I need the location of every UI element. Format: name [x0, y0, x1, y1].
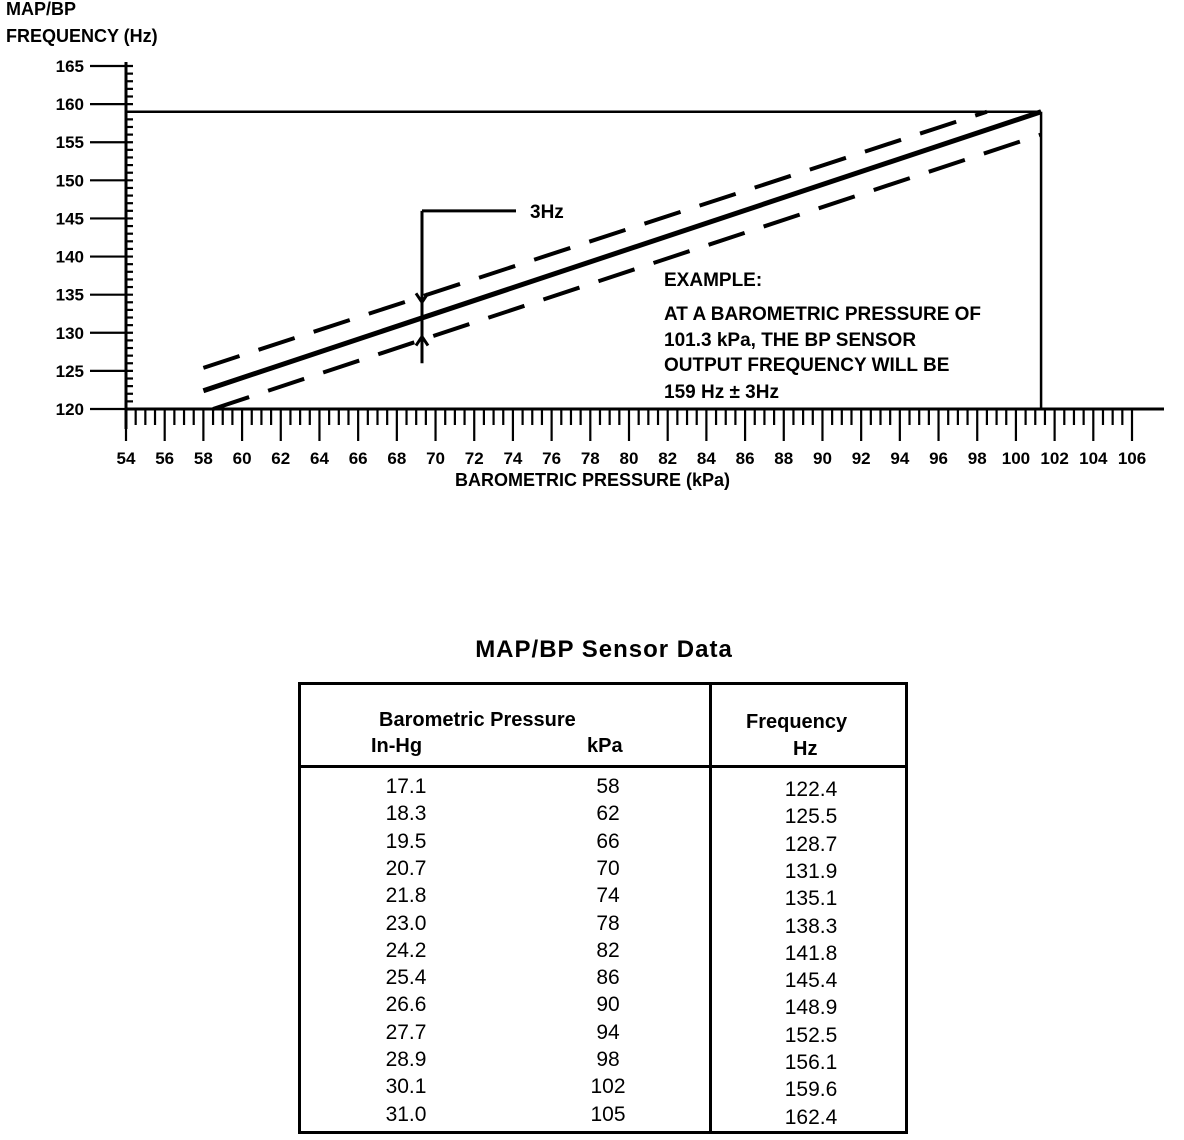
x-tick-label: 90	[813, 449, 832, 468]
table-cell-hz: 159.6	[784, 1078, 838, 1102]
table-cell-inhg: 21.8	[385, 884, 427, 908]
table-cell-kpa: 82	[596, 938, 620, 962]
header-hz: Hz	[793, 738, 818, 760]
x-tick-label: 80	[619, 449, 639, 468]
y-tick-label: 120	[55, 400, 84, 419]
y-tick-label: 130	[55, 323, 84, 343]
y-axis-title-line1: MAP/BP	[6, 0, 77, 19]
x-tick-label: 86	[735, 449, 755, 468]
x-tick-label: 70	[426, 449, 445, 468]
x-tick-label: 106	[1117, 449, 1147, 468]
x-tick-label: 54	[116, 449, 136, 468]
x-tick-label: 58	[193, 449, 213, 468]
table-cell-inhg: 24.2	[385, 938, 427, 962]
sensor-data-table	[298, 682, 908, 1134]
x-tick-label: 104	[1079, 449, 1108, 468]
table-cell-inhg: 17.1	[385, 775, 427, 798]
x-tick-label: 94	[890, 449, 910, 468]
table-cell-hz: 128.7	[784, 832, 838, 856]
table-cell-hz: 141.8	[784, 941, 838, 965]
y-axis-title-line2: FREQUENCY (Hz)	[6, 26, 158, 46]
x-tick-label: 56	[155, 449, 175, 468]
x-tick-label: 100	[1001, 449, 1031, 468]
x-tick-label: 88	[774, 449, 794, 468]
y-tick-label: 135	[55, 285, 84, 305]
x-tick-labels	[117, 449, 1147, 468]
x-tick-label: 68	[387, 449, 407, 468]
table-cell-inhg: 28.9	[385, 1048, 427, 1071]
table-cell-hz: 162.4	[784, 1105, 838, 1129]
y-tick-label: 165	[55, 57, 84, 76]
table-cell-kpa: 98	[596, 1048, 620, 1071]
annotation-line: AT A BAROMETRIC PRESSURE OF	[664, 304, 982, 325]
table-cell-hz: 122.4	[784, 778, 838, 801]
table-cell-kpa: 86	[596, 966, 620, 990]
table-title: MAP/BP Sensor Data	[475, 636, 733, 663]
table-cell-inhg: 31.0	[385, 1102, 427, 1126]
example-annotation	[664, 270, 981, 403]
annotation-line: 101.3 kPa, THE BP SENSOR	[664, 330, 917, 351]
x-tick-label: 60	[232, 449, 252, 468]
map-bp-chart	[0, 0, 1184, 520]
annotation-line: OUTPUT FREQUENCY WILL BE	[664, 355, 950, 376]
x-tick-label: 64	[310, 449, 329, 468]
table-cell-kpa: 66	[596, 829, 620, 853]
table-cell-kpa: 62	[596, 802, 620, 826]
header-barometric-pressure: Barometric Pressure	[379, 709, 576, 731]
table-divider-horizontal	[301, 765, 905, 768]
table-cell-kpa: 70	[596, 856, 620, 880]
table-cell-hz: 145.4	[784, 969, 838, 993]
x-tick-label: 96	[929, 449, 948, 468]
header-kpa: kPa	[587, 735, 623, 757]
y-tick-label: 145	[55, 209, 84, 229]
table-cell-hz: 156.1	[784, 1051, 838, 1074]
table-cell-kpa: 74	[596, 884, 620, 908]
table-cell-kpa: 58	[596, 775, 620, 798]
x-tick-label: 74	[503, 449, 523, 468]
x-tick-label: 92	[851, 449, 871, 468]
annotation-heading: EXAMPLE:	[664, 270, 763, 291]
table-cell-kpa: 102	[590, 1075, 626, 1099]
y-tick-label: 125	[55, 361, 84, 381]
x-tick-label: 76	[542, 449, 562, 468]
table-cell-inhg: 26.6	[385, 993, 427, 1017]
table-cell-kpa: 94	[596, 1020, 620, 1044]
table-cell-hz: 148.9	[784, 996, 838, 1020]
table-cell-inhg: 30.1	[385, 1075, 427, 1099]
table-cell-inhg: 18.3	[385, 802, 427, 826]
x-tick-label: 62	[271, 449, 291, 468]
table-cell-inhg: 27.7	[385, 1020, 427, 1044]
x-tick-label: 66	[348, 449, 368, 468]
y-tick-label: 140	[55, 247, 84, 267]
table-cell-hz: 138.3	[784, 914, 838, 938]
table-cell-inhg: 20.7	[385, 856, 427, 880]
x-tick-label: 78	[580, 449, 600, 468]
x-tick-label: 72	[464, 449, 484, 468]
table-cell-hz: 125.5	[784, 805, 838, 829]
table-cell-inhg: 19.5	[385, 829, 427, 853]
x-tick-label: 84	[696, 449, 716, 468]
table-cell-hz: 131.9	[784, 859, 838, 883]
x-tick-label: 82	[658, 449, 678, 468]
tolerance-marker	[416, 202, 564, 363]
x-axis-title: BAROMETRIC PRESSURE (kPa)	[455, 470, 731, 490]
table-cell-kpa: 90	[596, 993, 620, 1017]
annotation-line: 159 Hz ± 3Hz	[664, 382, 779, 403]
table-cell-inhg: 25.4	[385, 966, 427, 990]
header-frequency: Frequency	[746, 711, 848, 733]
table-divider-vertical	[709, 685, 712, 1131]
table-cell-inhg: 23.0	[385, 911, 427, 935]
y-tick-label: 150	[55, 171, 84, 191]
table-cell-kpa: 105	[590, 1102, 626, 1126]
tolerance-label: 3Hz	[530, 201, 564, 223]
y-tick-label: 155	[55, 133, 84, 153]
table-cell-hz: 135.1	[784, 887, 838, 911]
y-tick-labels	[56, 57, 84, 419]
table-cell-kpa: 78	[596, 911, 620, 935]
y-tick-label: 160	[55, 95, 84, 115]
table-cell-hz: 152.5	[784, 1023, 838, 1047]
header-inhg: In-Hg	[371, 735, 423, 757]
x-tick-label: 98	[967, 449, 987, 468]
x-tick-label: 102	[1040, 449, 1069, 468]
